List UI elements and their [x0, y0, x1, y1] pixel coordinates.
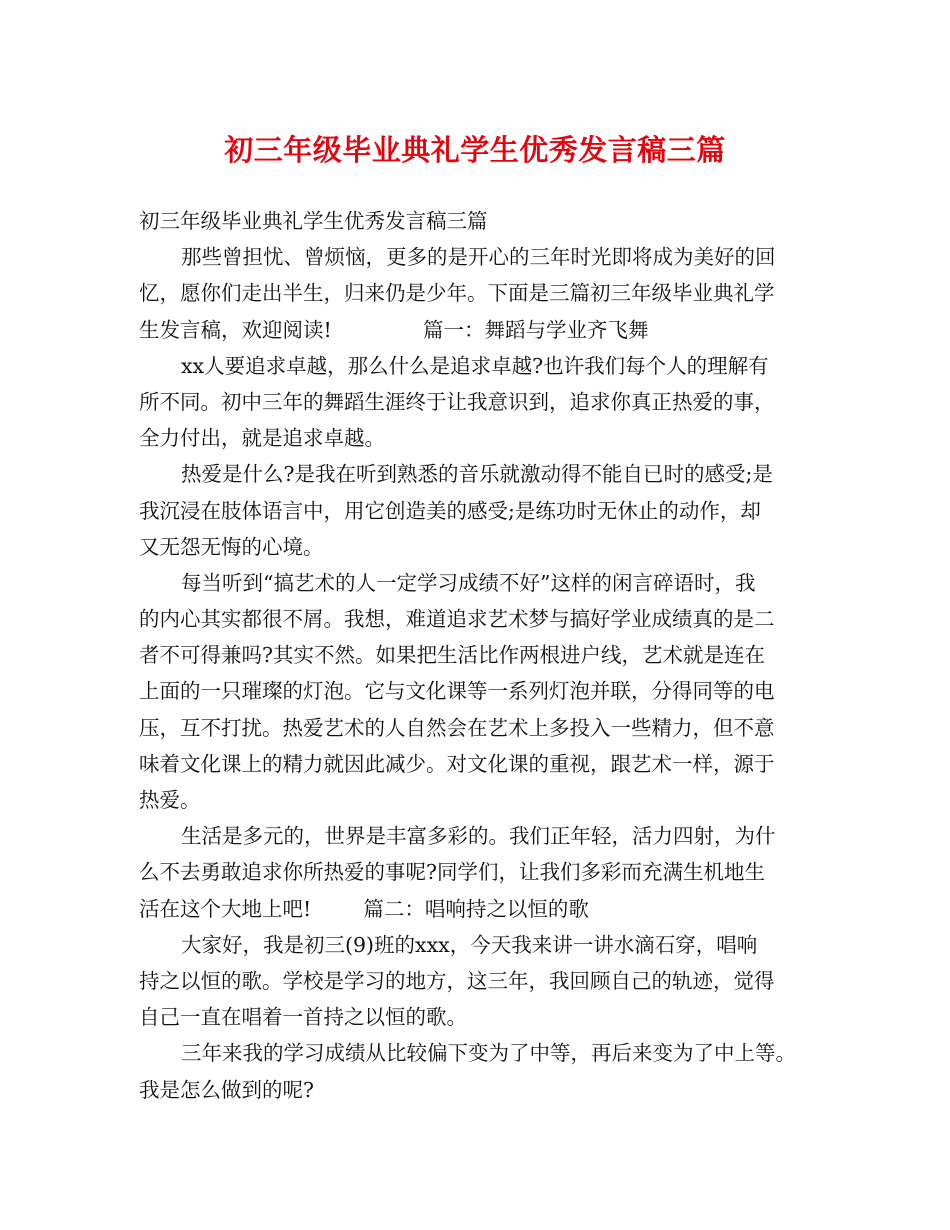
- document-body: [139, 203, 819, 1108]
- text-line: 压，互不打扰。热爱艺术的人自然会在艺术上多投入一些精力，但不意: [139, 715, 775, 740]
- text-line: 三年来我的学习成绩从比较偏下变为了中等，再后来变为了中上等。: [181, 1041, 796, 1066]
- text-line: 又无怨无悔的心境。: [139, 534, 324, 559]
- text-line: 么不去勇敢追求你所热爱的事呢?同学们，让我们多彩而充满生机地生: [139, 860, 765, 885]
- document-title: 初三年级毕业典礼学生优秀发言稿三篇: [224, 133, 726, 167]
- text-line: 生发言稿，欢迎阅读! 篇一：舞蹈与学业齐飞舞: [139, 317, 649, 342]
- text-line: 热爱是什么?是我在听到熟悉的音乐就激动得不能自已时的感受;是: [181, 462, 773, 487]
- text-line: 全力付出，就是追求卓越。: [139, 426, 385, 451]
- text-line: 忆，愿你们走出半生，归来仍是少年。下面是三篇初三年级毕业典礼学: [139, 281, 775, 306]
- text-line: 初三年级毕业典礼学生优秀发言稿三篇: [139, 209, 488, 233]
- text-line: 的内心其实都很不屑。我想，难道追求艺术梦与搞好学业成绩真的是二: [139, 607, 775, 632]
- text-line: 味着文化课上的精力就因此减少。对文化课的重视，跟艺术一样，源于: [139, 751, 775, 776]
- text-line: 我沉浸在肢体语言中，用它创造美的感受;是练功时无休止的动作，却: [139, 498, 761, 523]
- text-line: 热爱。: [139, 788, 201, 812]
- text-line: 每当听到“搞艺术的人一定学习成绩不好”这样的闲言碎语时，我: [181, 570, 756, 595]
- text-line: 我是怎么做到的呢?: [139, 1077, 314, 1102]
- text-line: 所不同。初中三年的舞蹈生涯终于让我意识到，追求你真正热爱的事，: [139, 389, 775, 414]
- text-line: 自己一直在唱着一首持之以恒的歌。: [139, 1005, 467, 1030]
- text-line: 持之以恒的歌。学校是学习的地方，这三年，我回顾自己的轨迹，觉得: [139, 968, 775, 993]
- text-line: 生活是多元的，世界是丰富多彩的。我们正年轻，活力四射，为什: [181, 824, 776, 849]
- text-line: 者不可得兼吗?其实不然。如果把生活比作两根进户线，艺术就是连在: [139, 643, 765, 668]
- text-line: 活在这个大地上吧! 篇二：唱响持之以恒的歌: [139, 896, 589, 921]
- text-line: xx人要追求卓越，那么什么是追求卓越?也许我们每个人的理解有: [181, 353, 769, 378]
- text-line: 大家好，我是初三(9)班的xxx，今天我来讲一讲水滴石穿，唱响: [181, 932, 758, 957]
- text-line: 那些曾担忧、曾烦恼，更多的是开心的三年时光即将成为美好的回: [181, 245, 776, 270]
- text-line: 上面的一只璀璨的灯泡。它与文化课等一系列灯泡并联，分得同等的电: [139, 679, 775, 704]
